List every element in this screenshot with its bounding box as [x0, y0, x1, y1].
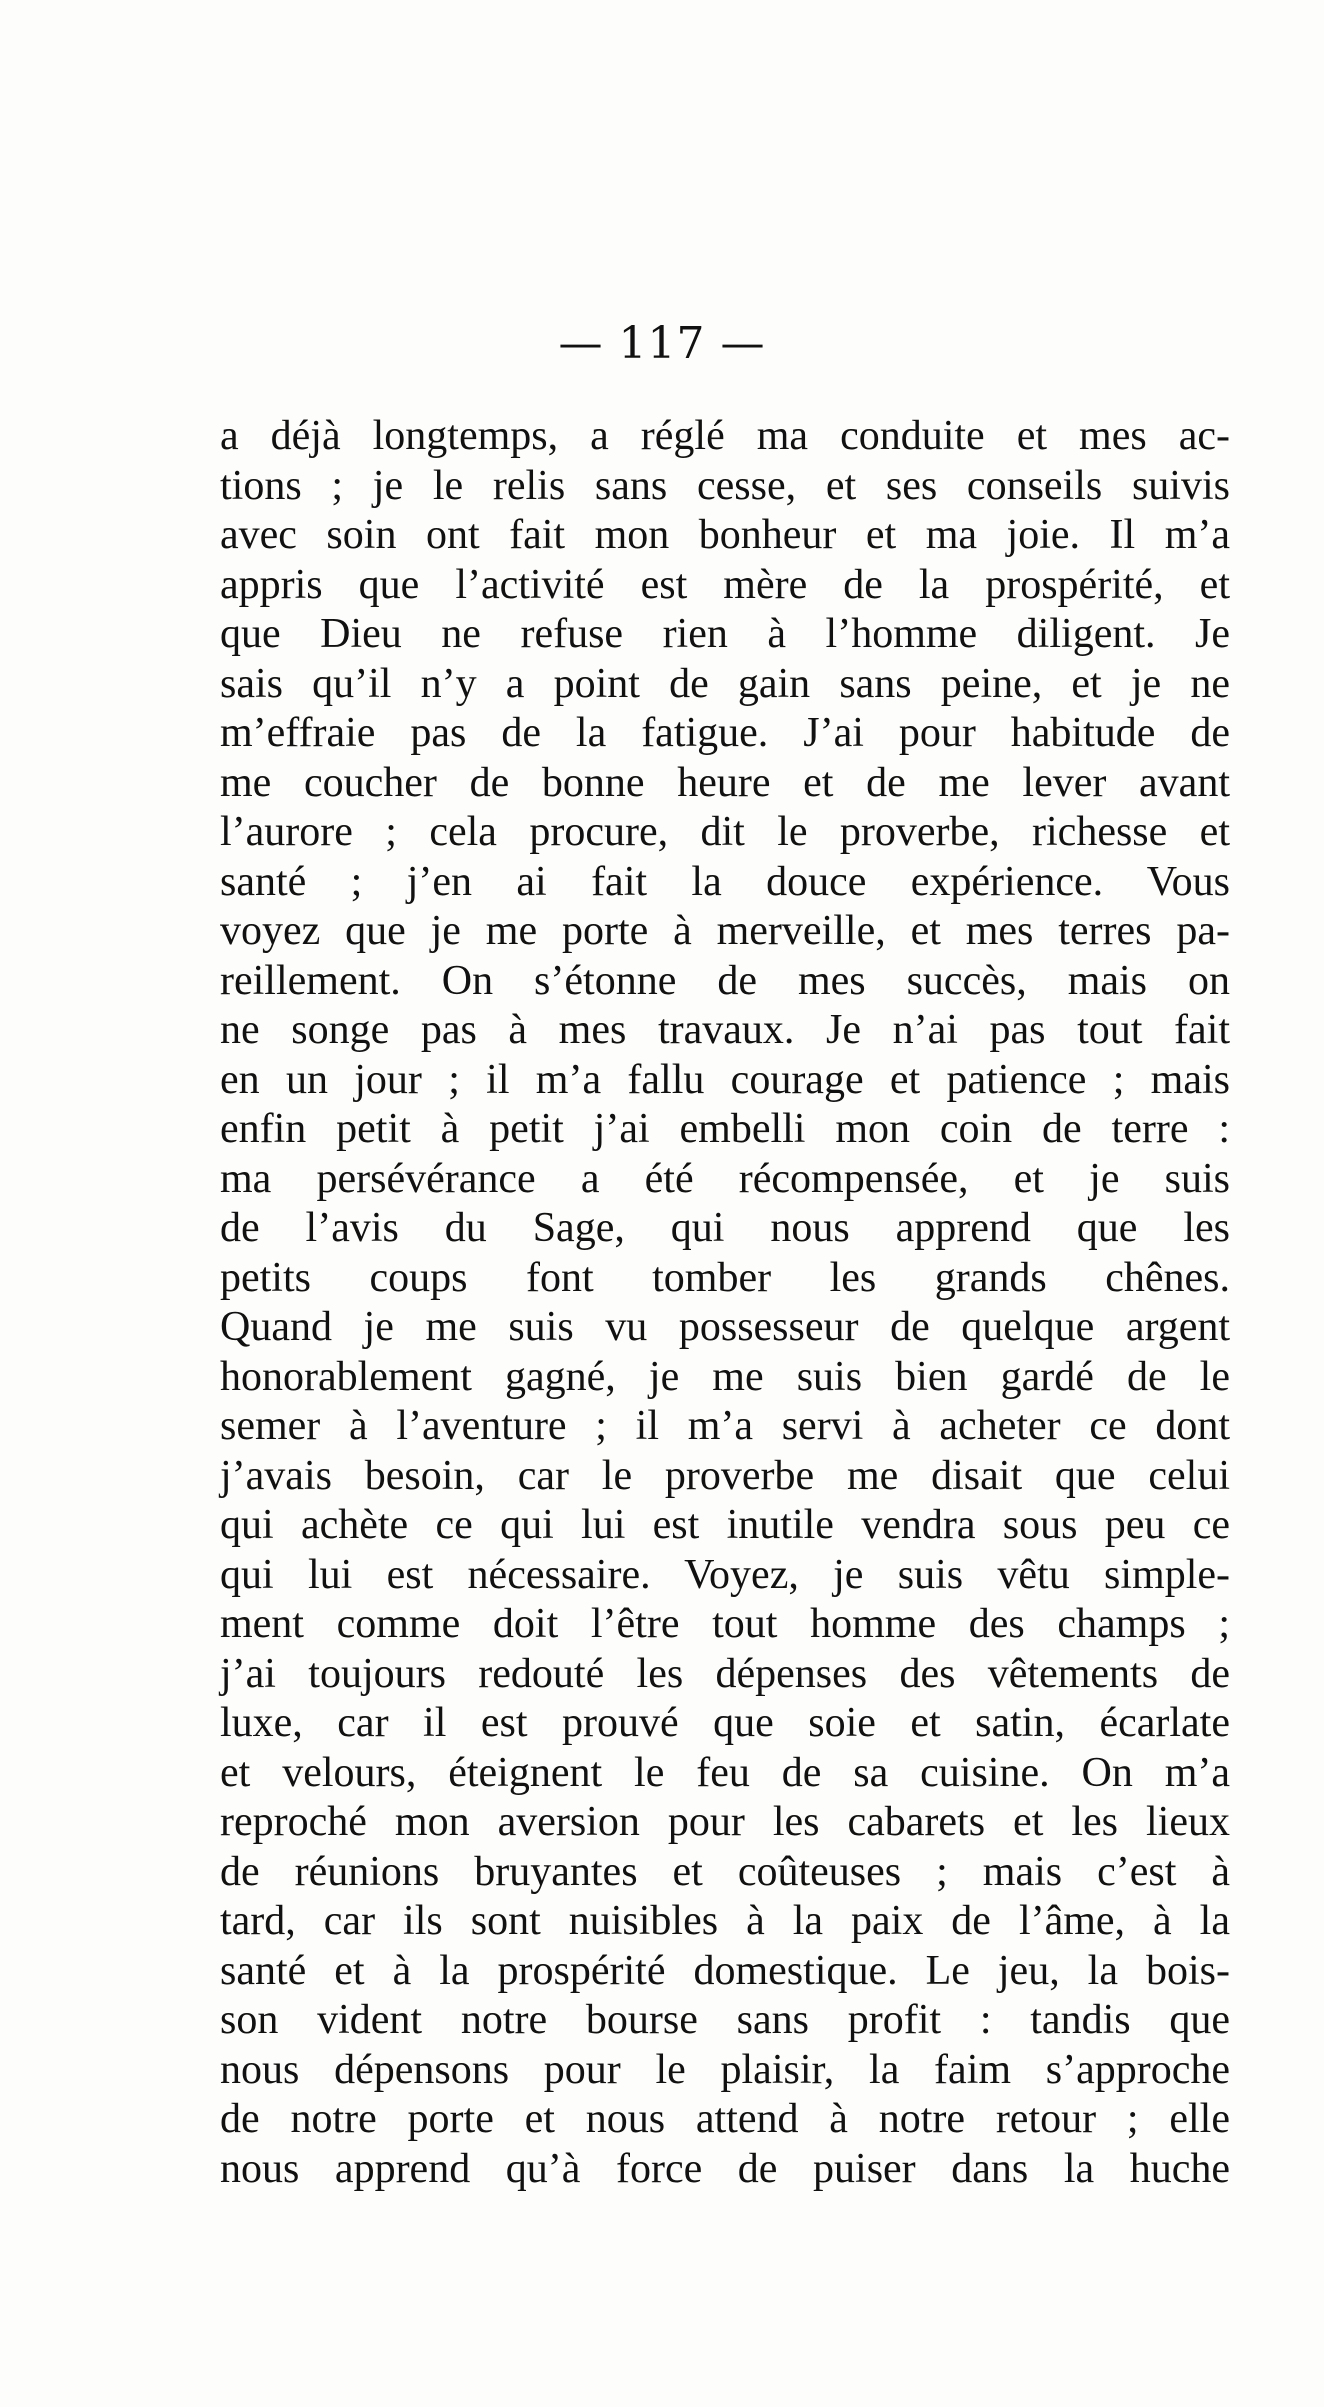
text-line: de notre porte et nous attend à notre retour ; elle: [220, 2096, 1230, 2142]
text-line: voyez que je me porte à merveille, et mes terres pa-: [220, 908, 1230, 954]
text-line: santé ; j’en ai fait la douce expérience. Vous: [220, 858, 1230, 905]
text-line: j’avais besoin, car le proverbe me disait que celui: [220, 1452, 1230, 1499]
text-line: que Dieu ne refuse rien à l’homme diligent. Je: [220, 611, 1230, 657]
text-line: de l’avis du Sage, qui nous apprend que les: [220, 1205, 1230, 1251]
text-line: sais qu’il n’y a point de gain sans peine, et je ne: [220, 660, 1230, 707]
text-line: enfin petit à petit j’ai embelli mon coin de terre :: [220, 1106, 1230, 1152]
text-line: ma persévérance a été récompensée, et je suis: [220, 1155, 1230, 1202]
page-number: — 117 —: [558, 318, 766, 369]
text-line: me coucher de bonne heure et de me lever avant: [220, 759, 1230, 806]
text-line: Quand je me suis vu possesseur de quelque argent: [220, 1304, 1230, 1350]
text-line: a déjà longtemps, a réglé ma conduite et mes ac-: [220, 413, 1230, 459]
text-line: nous apprend qu’à force de puiser dans la huche: [220, 2145, 1230, 2192]
text-line: de réunions bruyantes et coûteuses ; mais c’est à: [220, 1848, 1230, 1895]
text-line: ment comme doit l’être tout homme des champs ;: [220, 1601, 1230, 1647]
text-line: m’effraie pas de la fatigue. J’ai pour habitude de: [220, 710, 1230, 756]
text-line: luxe, car il est prouvé que soie et satin, écarlate: [220, 1700, 1230, 1746]
text-line: nous dépensons pour le plaisir, la faim s’approche: [220, 2046, 1230, 2093]
text-line: tions ; je le relis sans cesse, et ses conseils suivis: [220, 462, 1230, 509]
text-line: reproché mon aversion pour les cabarets et les lieux: [220, 1799, 1230, 1845]
text-line: avec soin ont fait mon bonheur et ma joie. Il m’a: [220, 512, 1230, 558]
text-line: semer à l’aventure ; il m’a servi à acheter ce dont: [220, 1403, 1230, 1449]
text-line: reillement. On s’étonne de mes succès, mais on: [220, 957, 1230, 1004]
text-line: appris que l’activité est mère de la prospérité, et: [220, 561, 1230, 608]
text-line: ne songe pas à mes travaux. Je n’ai pas tout fait: [220, 1007, 1230, 1053]
text-line: petits coups font tomber les grands chênes.: [220, 1254, 1230, 1301]
text-line: son vident notre bourse sans profit : tandis que: [220, 1997, 1230, 2043]
text-line: et velours, éteignent le feu de sa cuisine. On m’a: [220, 1749, 1230, 1796]
text-line: tard, car ils sont nuisibles à la paix de l’âme, à la: [220, 1898, 1230, 1944]
text-line: en un jour ; il m’a fallu courage et patience ; mais: [220, 1056, 1230, 1103]
text-line: qui achète ce qui lui est inutile vendra sous peu ce: [220, 1502, 1230, 1548]
text-line: l’aurore ; cela procure, dit le proverbe, richesse et: [220, 809, 1230, 855]
text-line: j’ai toujours redouté les dépenses des vêtements de: [220, 1650, 1230, 1697]
text-line: santé et à la prospérité domestique. Le jeu, la bois-: [220, 1947, 1230, 1994]
body-text: [220, 412, 1230, 2194]
text-line: honorablement gagné, je me suis bien gardé de le: [220, 1353, 1230, 1400]
text-line: qui lui est nécessaire. Voyez, je suis vêtu simple-: [220, 1551, 1230, 1598]
